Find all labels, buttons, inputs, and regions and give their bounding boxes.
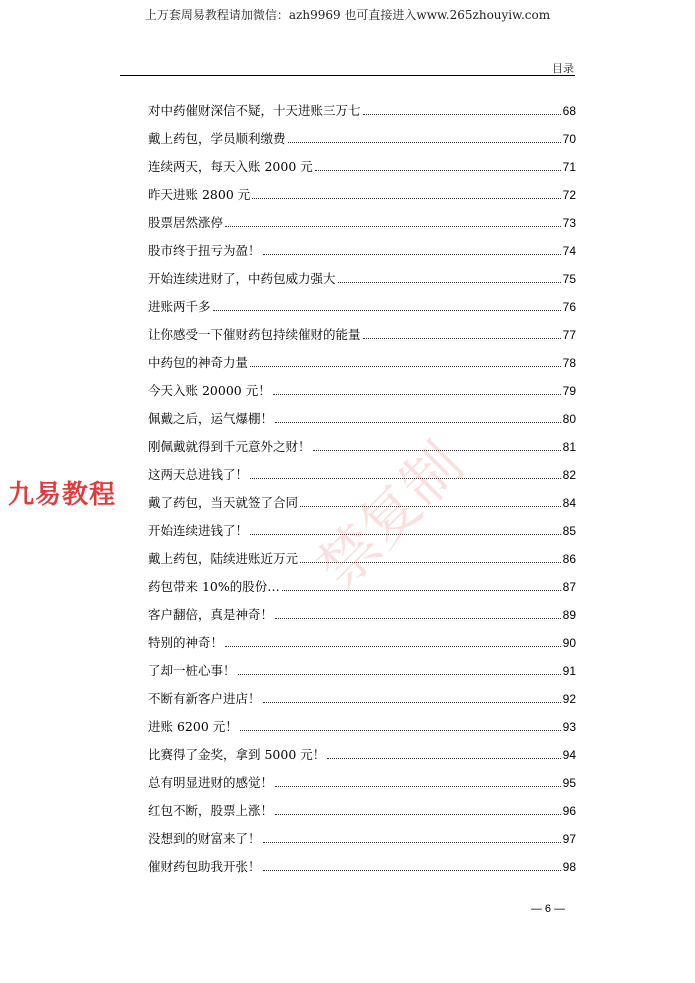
toc-entry[interactable] [148, 827, 576, 855]
toc-entry-page: 81 [562, 440, 576, 454]
toc-entry-title: 这两天总进钱了！ [148, 467, 249, 482]
toc-leader-dots [315, 169, 561, 171]
toc-leader-dots [225, 225, 561, 227]
toc-entry-page: 94 [562, 748, 576, 762]
toc-entry[interactable] [148, 323, 576, 351]
toc-entry[interactable] [148, 211, 576, 239]
toc-entry-page: 86 [562, 552, 576, 566]
toc-entry-title: 了却一桩心事！ [148, 663, 236, 678]
toc-entry[interactable] [148, 379, 576, 407]
toc-entry-title: 连续两天，每天入账 2000 元 [148, 159, 313, 174]
toc-leader-dots [275, 617, 561, 619]
toc-entry-page: 77 [562, 328, 576, 342]
watermark: 禁复制 [304, 429, 477, 602]
toc-entry-page: 87 [562, 580, 576, 594]
toc-entry-page: 79 [562, 384, 576, 398]
toc-leader-dots [300, 561, 561, 563]
toc-entry[interactable] [148, 435, 576, 463]
toc-leader-dots [250, 533, 561, 535]
toc-entry-page: 72 [562, 188, 576, 202]
toc-entry[interactable] [148, 407, 576, 435]
toc-leader-dots [327, 757, 560, 759]
toc-leader-dots [288, 141, 561, 143]
toc-entry-page: 78 [562, 356, 576, 370]
page-number: — 6 — [530, 903, 566, 915]
top-banner: 上万套周易教程请加微信：azh9969 也可直接进入www.265zhouyiw.com [144, 8, 551, 22]
toc-entry-page: 98 [562, 860, 576, 874]
toc-entry-title: 比赛得了金奖，拿到 5000 元！ [148, 747, 326, 762]
toc-entry-title: 进账两千多 [148, 299, 211, 314]
toc-entry-title: 股票居然涨停 [148, 215, 224, 230]
toc-leader-dots [213, 309, 561, 311]
toc-leader-dots [273, 393, 561, 395]
toc-entry-page: 84 [562, 496, 576, 510]
brand-logo: 九易教程 [8, 480, 117, 510]
toc-entry-page: 90 [562, 636, 576, 650]
toc-leader-dots [252, 197, 560, 199]
toc-entry-title: 佩戴之后，运气爆棚！ [148, 411, 274, 426]
toc-entry-title: 总有明显进财的感觉！ [148, 775, 274, 790]
toc-entry-title: 客户翻倍，真是神奇！ [148, 607, 274, 622]
toc-leader-dots [275, 421, 561, 423]
toc-leader-dots [238, 673, 561, 675]
toc-entry-title: 特别的神奇！ [148, 635, 224, 650]
toc-entry[interactable] [148, 603, 576, 631]
toc-entry-title: 戴了药包，当天就签了合同 [148, 495, 299, 510]
table-of-contents [148, 99, 576, 883]
toc-entry[interactable] [148, 687, 576, 715]
toc-leader-dots [313, 449, 561, 451]
toc-entry-title: 对中药催财深信不疑，十天进账三万七 [148, 103, 361, 118]
toc-entry-title: 让你感受一下催财药包持续催财的能量 [148, 327, 361, 342]
section-label: 目录 [552, 62, 574, 75]
toc-entry[interactable] [148, 351, 576, 379]
toc-entry-page: 96 [562, 804, 576, 818]
toc-entry-page: 68 [562, 104, 576, 118]
toc-leader-dots [225, 645, 561, 647]
toc-leader-dots [240, 729, 561, 731]
header-rule [120, 75, 575, 76]
toc-leader-dots [250, 365, 561, 367]
toc-leader-dots [363, 337, 561, 339]
toc-entry-page: 71 [562, 160, 576, 174]
toc-entry-title: 开始连续进财了，中药包威力强大 [148, 271, 336, 286]
toc-leader-dots [275, 785, 561, 787]
toc-entry[interactable] [148, 183, 576, 211]
toc-leader-dots [263, 869, 561, 871]
toc-entry[interactable] [148, 267, 576, 295]
toc-leader-dots [338, 281, 561, 283]
toc-entry-title: 不断有新客户进店！ [148, 691, 261, 706]
toc-leader-dots [275, 813, 561, 815]
toc-entry-title: 戴上药包，学员顺利缴费 [148, 131, 286, 146]
toc-entry-title: 中药包的神奇力量 [148, 355, 249, 370]
toc-entry-page: 97 [562, 832, 576, 846]
toc-leader-dots [263, 253, 561, 255]
toc-entry[interactable] [148, 519, 576, 547]
toc-entry-page: 92 [562, 692, 576, 706]
toc-leader-dots [363, 113, 561, 115]
toc-entry-page: 70 [562, 132, 576, 146]
toc-entry-title: 戴上药包，陆续进账近万元 [148, 551, 299, 566]
toc-leader-dots [263, 841, 561, 843]
toc-entry-page: 75 [562, 272, 576, 286]
toc-entry[interactable] [148, 127, 576, 155]
toc-entry[interactable] [148, 659, 576, 687]
toc-entry-title: 开始连续进钱了！ [148, 523, 249, 538]
toc-leader-dots [300, 505, 561, 507]
toc-entry-page: 80 [562, 412, 576, 426]
toc-entry[interactable] [148, 295, 576, 323]
toc-entry[interactable] [148, 743, 576, 771]
toc-entry-page: 74 [562, 244, 576, 258]
toc-entry-title: 催财药包助我开张！ [148, 859, 261, 874]
toc-entry-title: 股市终于扭亏为盈！ [148, 243, 261, 258]
toc-entry[interactable] [148, 799, 576, 827]
toc-entry-title: 昨天进账 2800 元 [148, 187, 251, 202]
toc-entry-page: 91 [562, 664, 576, 678]
toc-entry[interactable] [148, 575, 576, 603]
toc-entry[interactable] [148, 855, 576, 883]
toc-entry[interactable] [148, 463, 576, 491]
toc-leader-dots [263, 701, 561, 703]
toc-entry-title: 进账 6200 元！ [148, 719, 238, 734]
toc-entry[interactable] [148, 771, 576, 799]
toc-entry-page: 73 [562, 216, 576, 230]
toc-entry[interactable] [148, 155, 576, 183]
toc-entry-title: 药包带来 10%的股份… [148, 579, 280, 594]
toc-entry[interactable] [148, 491, 576, 519]
toc-entry[interactable] [148, 99, 576, 127]
toc-entry-page: 89 [562, 608, 576, 622]
toc-leader-dots [282, 589, 561, 591]
toc-entry-title: 今天入账 20000 元！ [148, 383, 271, 398]
toc-entry-page: 76 [562, 300, 576, 314]
toc-entry[interactable] [148, 239, 576, 267]
toc-entry-title: 没想到的财富来了！ [148, 831, 261, 846]
toc-entry-title: 刚佩戴就得到千元意外之财！ [148, 439, 311, 454]
toc-entry[interactable] [148, 715, 576, 743]
toc-entry-page: 82 [562, 468, 576, 482]
toc-entry[interactable] [148, 631, 576, 659]
toc-leader-dots [250, 477, 561, 479]
toc-entry-page: 85 [562, 524, 576, 538]
toc-entry-page: 95 [562, 776, 576, 790]
toc-entry-page: 93 [562, 720, 576, 734]
toc-entry[interactable] [148, 547, 576, 575]
toc-entry-title: 红包不断，股票上涨！ [148, 803, 274, 818]
